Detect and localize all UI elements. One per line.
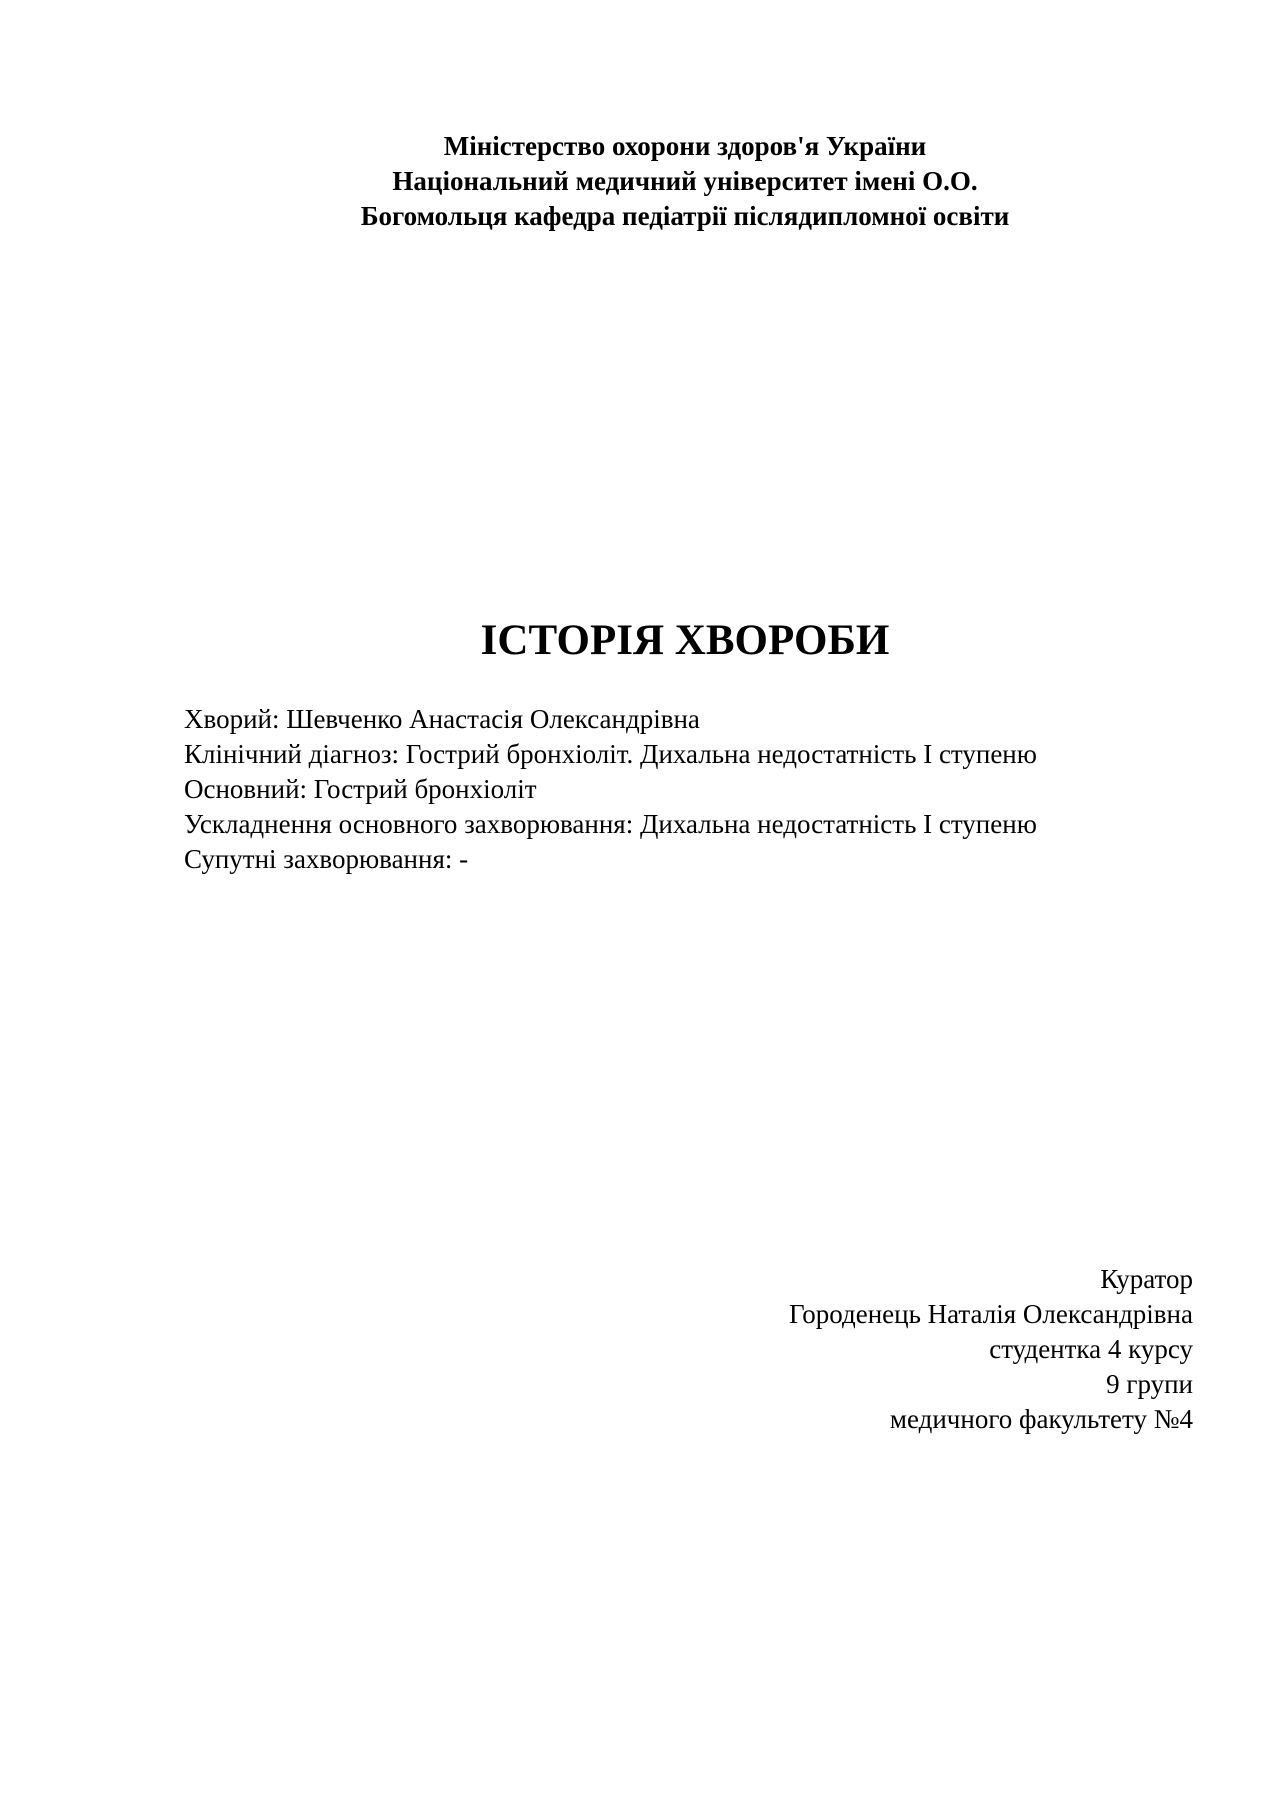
main-diagnosis: Основний: Гострий бронхіоліт	[184, 774, 537, 804]
curator-label: Куратор	[1100, 1264, 1193, 1294]
institution-header	[0, 129, 1280, 234]
curator-course: студентка 4 курсу	[989, 1334, 1193, 1364]
curator-faculty: медичного факультету №4	[889, 1404, 1193, 1434]
university-line: Національний медичний університет імені О.О.	[392, 166, 978, 196]
clinical-diagnosis: Клінічний діагноз: Гострий бронхіоліт. Дихальна недостатність І ступеню	[184, 739, 1037, 769]
curator-group: 9 групи	[1106, 1369, 1193, 1399]
curator-block	[789, 1262, 1193, 1437]
patient-name: Хворий: Шевченко Анастасія Олександрівна	[184, 704, 700, 734]
complications: Ускладнення основного захворювання: Дихальна недостатність І ступеню	[184, 809, 1037, 839]
ministry-line: Міністерство охорони здоров'я України	[443, 131, 927, 161]
patient-info	[184, 702, 1037, 877]
document-title: ІСТОРІЯ ХВОРОБИ	[480, 617, 890, 664]
concomitant-diseases: Супутні захворювання: -	[184, 844, 469, 874]
curator-name: Городенець Наталія Олександрівна	[789, 1299, 1193, 1329]
department-line: Богомольця кафедра педіатрії післядипломної освіти	[360, 201, 1010, 231]
